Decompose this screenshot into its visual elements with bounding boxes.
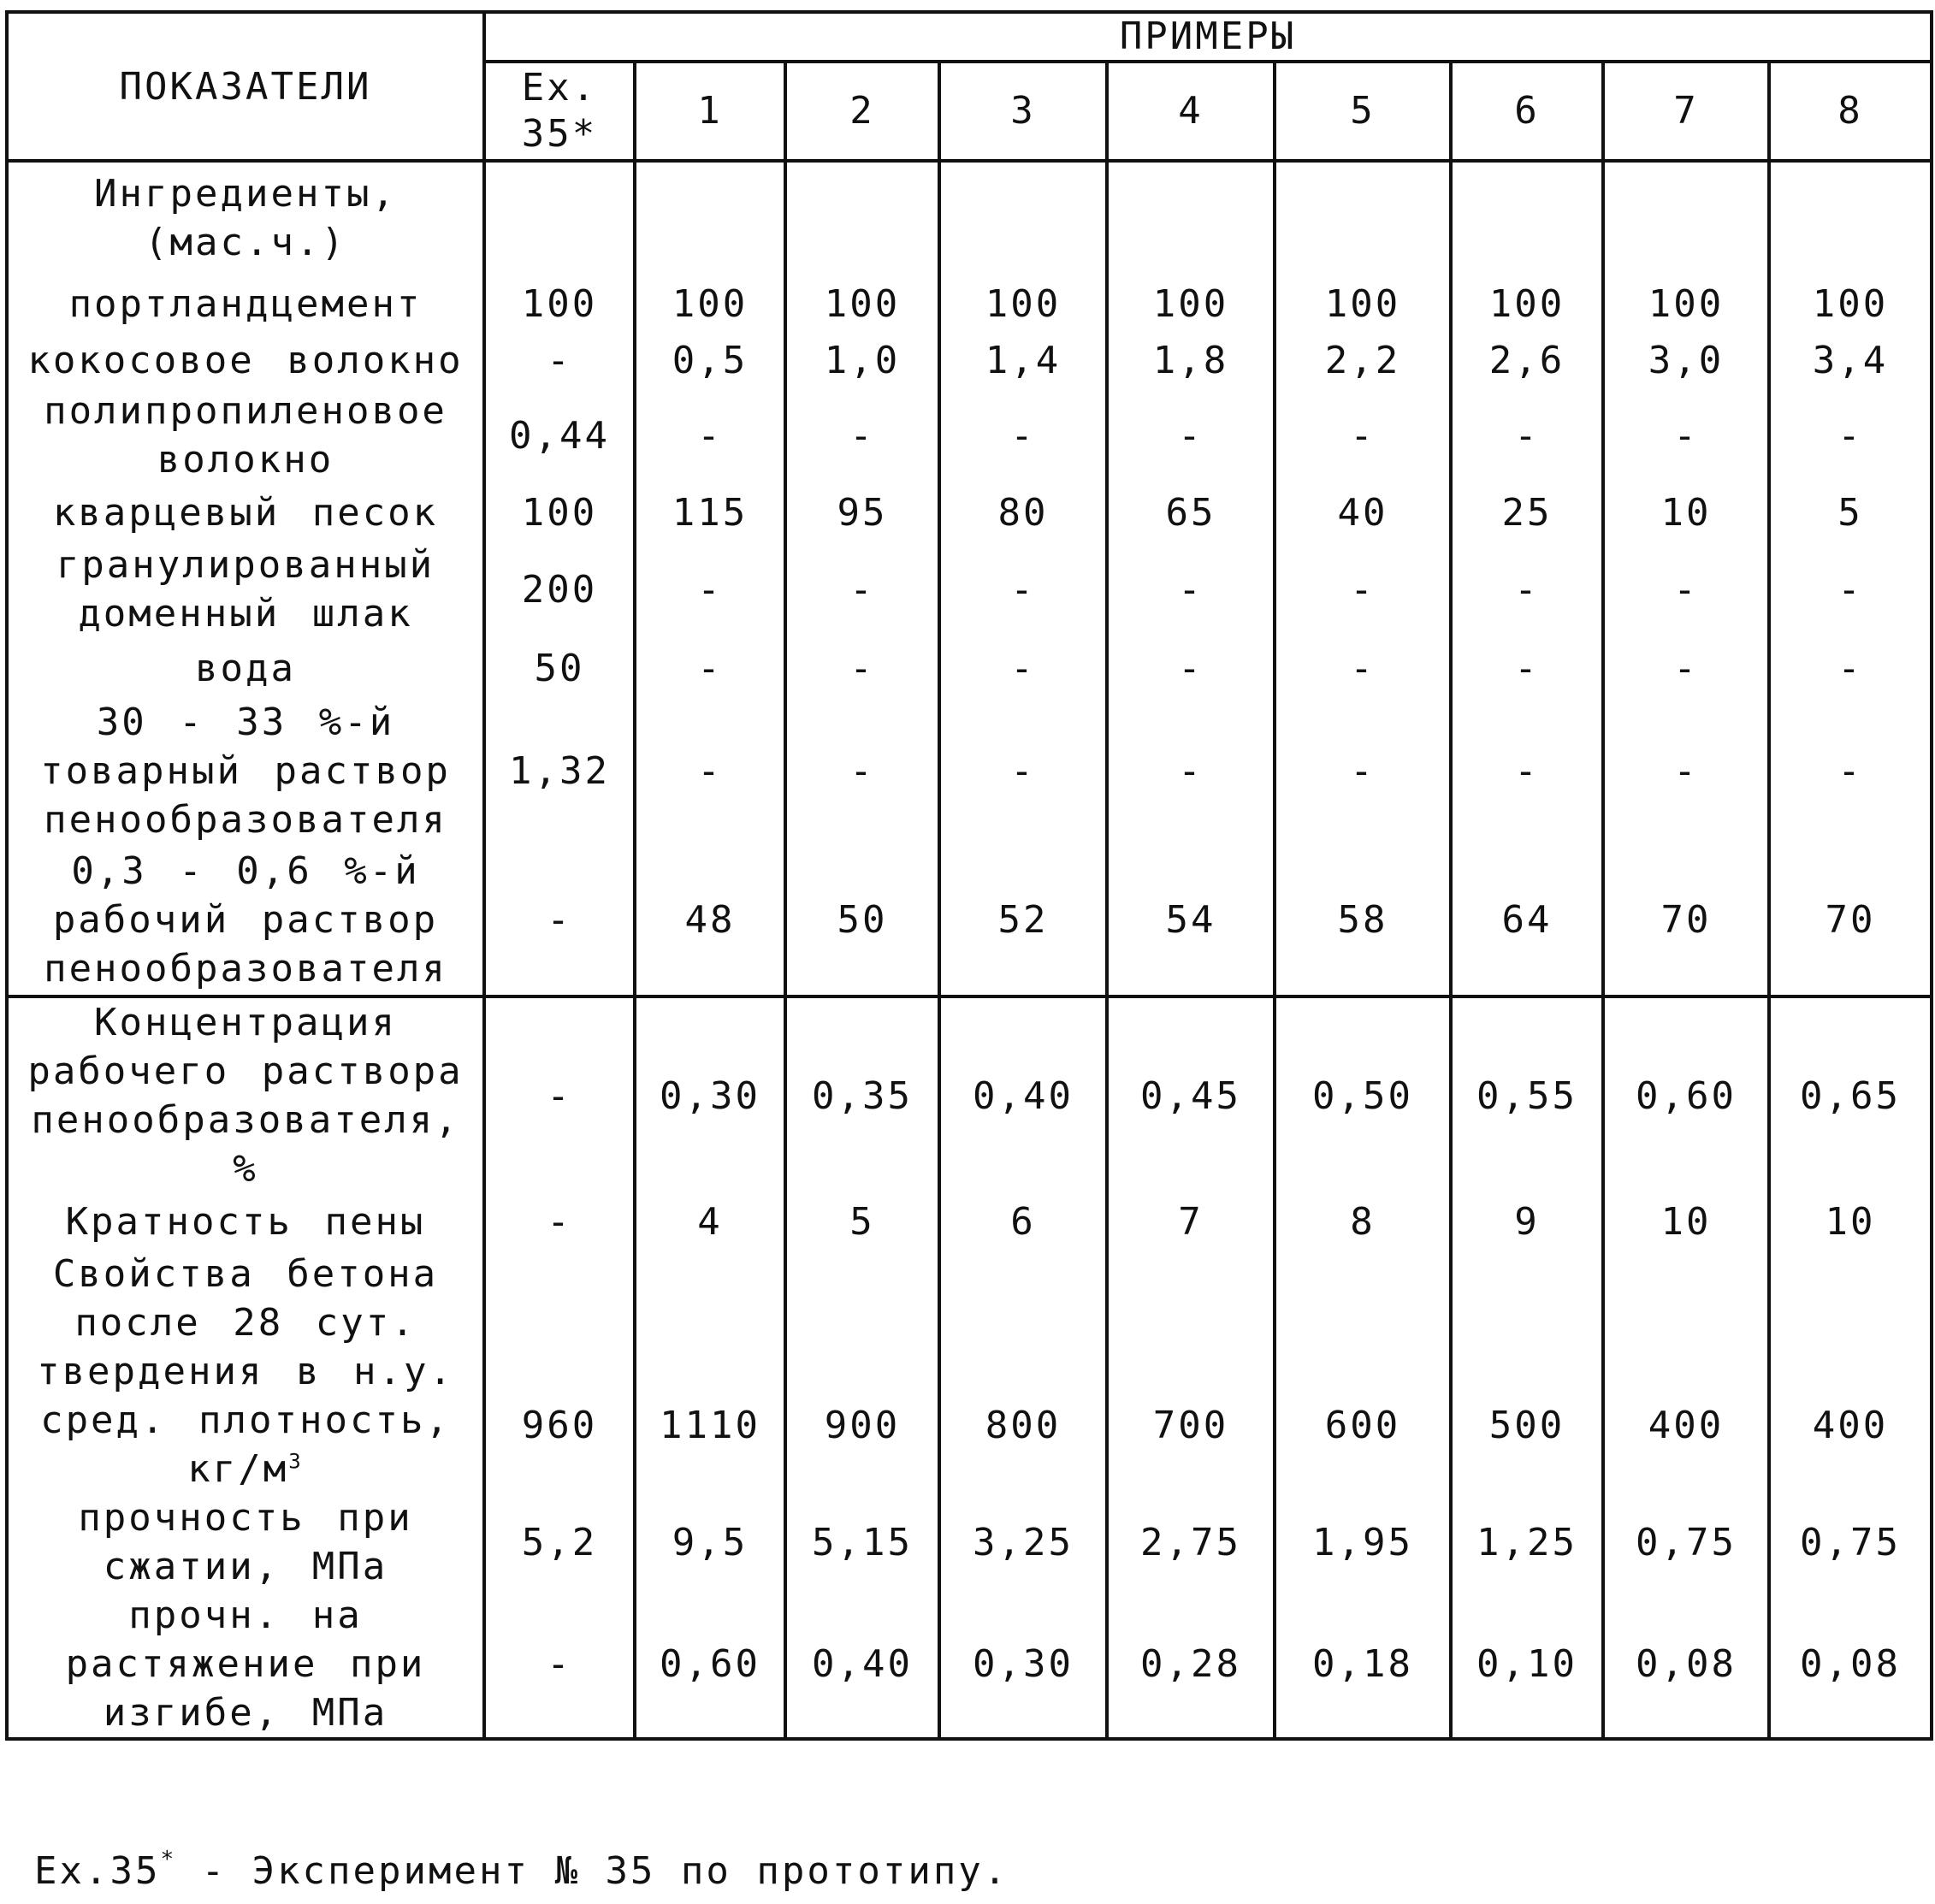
table-cell: - xyxy=(1451,698,1603,844)
table-cell: - xyxy=(1451,541,1603,638)
table-cell: 100 xyxy=(1603,274,1769,334)
table-cell: - xyxy=(635,387,785,484)
table-cell: 400 xyxy=(1603,1396,1769,1493)
row-label: Кратность пены xyxy=(7,1193,484,1250)
table-cell: - xyxy=(785,541,939,638)
row-label: гранулированный доменный шлак xyxy=(7,541,484,638)
table-cell: 0,60 xyxy=(1603,996,1769,1193)
table-cell: - xyxy=(785,698,939,844)
table-cell: 600 xyxy=(1275,1396,1451,1493)
row-label: прочность при сжатии, МПа xyxy=(7,1493,484,1591)
table-cell: 100 xyxy=(939,274,1107,334)
table-cell: - xyxy=(1769,541,1932,638)
table-cell: 5,15 xyxy=(785,1493,939,1591)
table-cell: 0,18 xyxy=(1275,1591,1451,1739)
table-cell: 9 xyxy=(1451,1193,1603,1250)
table-row xyxy=(7,1396,1932,1493)
table-row xyxy=(7,334,1932,387)
table-row xyxy=(7,541,1932,638)
table-row xyxy=(7,844,1932,996)
table-cell: 5 xyxy=(785,1193,939,1250)
table-cell: 2,2 xyxy=(1275,334,1451,387)
table-cell: 70 xyxy=(1603,844,1769,996)
properties-group xyxy=(7,996,1932,1739)
row-label: прочн. на растяжение при изгибе, МПа xyxy=(7,1591,484,1739)
header-indicators: ПОКАЗАТЕЛИ xyxy=(7,12,484,161)
header-column-8: 8 xyxy=(1769,62,1932,161)
table-cell: 25 xyxy=(1451,484,1603,541)
row-label: кокосовое волокно xyxy=(7,334,484,387)
table-row xyxy=(7,698,1932,844)
table-cell: 3,4 xyxy=(1769,334,1932,387)
table-cell: 1,95 xyxy=(1275,1493,1451,1591)
table-cell: 100 xyxy=(1107,274,1275,334)
table-cell: - xyxy=(939,638,1107,698)
table-cell: 100 xyxy=(1769,274,1932,334)
table-row xyxy=(7,1591,1932,1739)
examples-table xyxy=(5,10,1933,1741)
table-cell: - xyxy=(1275,698,1451,844)
table-cell: 1,32 xyxy=(484,698,635,844)
table-cell: - xyxy=(635,541,785,638)
table-cell: 0,75 xyxy=(1769,1493,1932,1591)
table-cell: - xyxy=(785,638,939,698)
table-cell: 65 xyxy=(1107,484,1275,541)
header-column-4: 4 xyxy=(1107,62,1275,161)
table-cell: 100 xyxy=(1451,274,1603,334)
table-cell: 10 xyxy=(1769,1193,1932,1250)
table-cell: 900 xyxy=(785,1396,939,1493)
row-label: кварцевый песок xyxy=(7,484,484,541)
table-cell: 5 xyxy=(1769,484,1932,541)
table-cell: 0,65 xyxy=(1769,996,1932,1193)
row-label: вода xyxy=(7,638,484,698)
table-row xyxy=(7,638,1932,698)
ingredients-title: Ингредиенты, (мас.ч.) xyxy=(7,161,484,274)
table-cell: 64 xyxy=(1451,844,1603,996)
table-row xyxy=(7,387,1932,484)
header-column-7: 7 xyxy=(1603,62,1769,161)
table-cell: 3,25 xyxy=(939,1493,1107,1591)
table-cell: 0,50 xyxy=(1275,996,1451,1193)
table-cell: - xyxy=(1107,698,1275,844)
table-cell: 100 xyxy=(484,274,635,334)
table-cell: 0,08 xyxy=(1769,1591,1932,1739)
table-cell: 1,8 xyxy=(1107,334,1275,387)
table-cell: - xyxy=(1107,387,1275,484)
table-row xyxy=(7,996,1932,1193)
table-cell: - xyxy=(1451,387,1603,484)
table-cell: 7 xyxy=(1107,1193,1275,1250)
header-column-6: 6 xyxy=(1451,62,1603,161)
table-cell: 80 xyxy=(939,484,1107,541)
table-cell: - xyxy=(1769,387,1932,484)
row-label: полипропиленовое волокно xyxy=(7,387,484,484)
header-column-ex35: Ex. 35* xyxy=(484,62,635,161)
table-cell: - xyxy=(939,387,1107,484)
table-cell: - xyxy=(1275,387,1451,484)
table-row xyxy=(7,274,1932,334)
table-cell: - xyxy=(484,844,635,996)
table-cell: 70 xyxy=(1769,844,1932,996)
table-cell: 100 xyxy=(785,274,939,334)
row-label: портландцемент xyxy=(7,274,484,334)
table-cell: - xyxy=(484,334,635,387)
table-cell: 0,5 xyxy=(635,334,785,387)
table-header xyxy=(7,12,1932,161)
table-cell: - xyxy=(484,1193,635,1250)
row-label: 30 - 33 %-й товарный раствор пенообразователя xyxy=(7,698,484,844)
table-cell: - xyxy=(1107,638,1275,698)
concrete-properties-title: Свойства бетона после 28 сут. твердения в н.у. xyxy=(7,1250,484,1396)
table-cell: 0,35 xyxy=(785,996,939,1193)
table-cell: 100 xyxy=(484,484,635,541)
table-cell: - xyxy=(939,698,1107,844)
table-cell: 100 xyxy=(1275,274,1451,334)
table-cell: - xyxy=(484,996,635,1193)
table-cell: - xyxy=(1603,698,1769,844)
table-cell: - xyxy=(484,1591,635,1739)
table-cell: 54 xyxy=(1107,844,1275,996)
table-cell: - xyxy=(1107,541,1275,638)
table-cell: - xyxy=(785,387,939,484)
table-cell: 0,40 xyxy=(939,996,1107,1193)
table-cell: - xyxy=(1275,638,1451,698)
table-cell: 0,28 xyxy=(1107,1591,1275,1739)
table-cell: 100 xyxy=(635,274,785,334)
ingredients-group xyxy=(7,161,1932,996)
table-cell: 5,2 xyxy=(484,1493,635,1591)
table-row xyxy=(7,1493,1932,1591)
table-row xyxy=(7,161,1932,274)
header-examples: ПРИМЕРЫ xyxy=(484,12,1932,62)
table-cell: 200 xyxy=(484,541,635,638)
table-cell: 1,4 xyxy=(939,334,1107,387)
table-cell: 1110 xyxy=(635,1396,785,1493)
table-cell: 2,75 xyxy=(1107,1493,1275,1591)
table-cell: 2,6 xyxy=(1451,334,1603,387)
table-cell: 1,0 xyxy=(785,334,939,387)
table-cell: 50 xyxy=(785,844,939,996)
table-cell: 4 xyxy=(635,1193,785,1250)
table-cell: 0,44 xyxy=(484,387,635,484)
table-cell: 0,08 xyxy=(1603,1591,1769,1739)
table-row xyxy=(7,1250,1932,1396)
table-cell: - xyxy=(1603,541,1769,638)
table-cell: 0,75 xyxy=(1603,1493,1769,1591)
table-cell: 50 xyxy=(484,638,635,698)
table-cell: - xyxy=(635,698,785,844)
table-cell: 0,60 xyxy=(635,1591,785,1739)
footnote: Ex.35* - Эксперимент № 35 по прототипу. xyxy=(34,1847,1009,1893)
table-cell: 48 xyxy=(635,844,785,996)
table-cell: 960 xyxy=(484,1396,635,1493)
table-cell: 6 xyxy=(939,1193,1107,1250)
table-cell: 95 xyxy=(785,484,939,541)
header-column-5: 5 xyxy=(1275,62,1451,161)
table-row xyxy=(7,1193,1932,1250)
table-cell: - xyxy=(1275,541,1451,638)
table-cell: - xyxy=(1769,698,1932,844)
table-cell: 0,10 xyxy=(1451,1591,1603,1739)
table-cell: 8 xyxy=(1275,1193,1451,1250)
table-cell: 800 xyxy=(939,1396,1107,1493)
table-cell: - xyxy=(1769,638,1932,698)
header-column-2: 2 xyxy=(785,62,939,161)
table-cell: 115 xyxy=(635,484,785,541)
row-label: сред. плотность, $кг/м^3$ xyxy=(7,1396,484,1493)
table-cell: 0,55 xyxy=(1451,996,1603,1193)
table-cell: 3,0 xyxy=(1603,334,1769,387)
table-cell: 10 xyxy=(1603,484,1769,541)
table-cell: - xyxy=(939,541,1107,638)
header-column-1: 1 xyxy=(635,62,785,161)
table-cell: 400 xyxy=(1769,1396,1932,1493)
table-cell: 52 xyxy=(939,844,1107,996)
table-cell: 0,40 xyxy=(785,1591,939,1739)
table-cell: 0,45 xyxy=(1107,996,1275,1193)
table-cell: 1,25 xyxy=(1451,1493,1603,1591)
table-cell: - xyxy=(1451,638,1603,698)
table-cell: 9,5 xyxy=(635,1493,785,1591)
table-cell: 700 xyxy=(1107,1396,1275,1493)
table-cell: - xyxy=(1603,638,1769,698)
row-label: Концентрация рабочего раствора пенообразователя, % xyxy=(7,996,484,1193)
table-cell: 58 xyxy=(1275,844,1451,996)
table-cell: 0,30 xyxy=(939,1591,1107,1739)
table-cell: 0,30 xyxy=(635,996,785,1193)
table-cell: - xyxy=(1603,387,1769,484)
header-column-3: 3 xyxy=(939,62,1107,161)
row-label: 0,3 - 0,6 %-й рабочий раствор пенообразователя xyxy=(7,844,484,996)
table-cell: 40 xyxy=(1275,484,1451,541)
table-row xyxy=(7,484,1932,541)
table-cell: 500 xyxy=(1451,1396,1603,1493)
table-cell: 10 xyxy=(1603,1193,1769,1250)
table-cell: - xyxy=(635,638,785,698)
